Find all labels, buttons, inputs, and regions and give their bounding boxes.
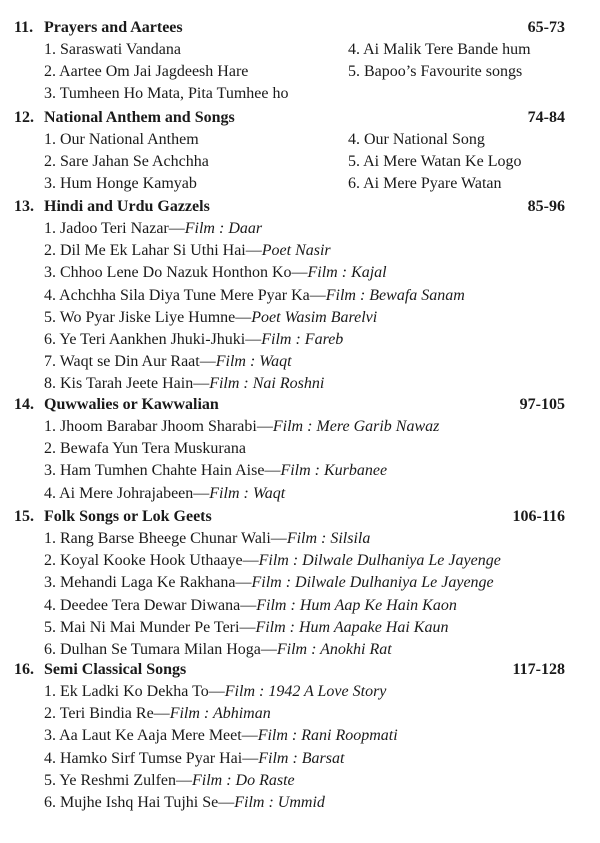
entry-title: 4. Achchha Sila Diya Tune Mere Pyar Ka— [44,286,326,304]
entry-title: 1. Our National Anthem [44,131,199,148]
entry-source: Film : Mere Garib Nawaz [272,418,440,435]
section-page-range: 106-116 [512,508,565,525]
toc-entry [44,307,377,329]
entry-source: Poet Nasir [261,242,331,260]
entry-source: Film : Waqt [215,353,292,371]
entry-title: 2. Sare Jahan Se Achchha [44,153,209,171]
entry-title: 5. Wo Pyar Jiske Liye Humne— [44,308,252,326]
entry-source: Film : Dilwale Dulhaniya Le Jayenge [258,552,501,570]
entry-source: Film : Daar [184,220,263,237]
entry-source: Film : Rani Roopmati [257,727,398,745]
entry-title: 6. Mujhe Ishq Hai Tujhi Se— [44,794,235,811]
toc-entry [44,351,292,373]
section-heading [0,196,600,218]
entry-source: Film : Abhiman [169,705,271,723]
entry-title: 2. Koyal Kooke Hook Uthaaye— [44,552,259,570]
toc-entry [44,770,295,792]
section-title: Prayers and Aartees [44,19,183,36]
section-title: Hindi and Urdu Gazzels [44,198,210,215]
toc-entry [44,703,271,725]
entry-title: 1. Saraswati Vandana [44,41,181,58]
entry-source: Film : Dilwale Dulhaniya Le Jayenge [251,574,494,592]
section-page-range: 65-73 [527,19,565,36]
toc-entry [44,218,262,240]
section-number: 11. [14,19,34,36]
toc-entry [44,416,439,438]
toc-entry [44,617,448,639]
section-number: 12. [14,109,34,126]
toc-entry [44,173,197,195]
toc-entry [44,550,501,572]
entry-title: 4. Hamko Sirf Tumse Pyar Hai— [44,749,259,767]
entry-title: 5. Mai Ni Mai Munder Pe Teri— [44,618,256,636]
entry-title: 8. Kis Tarah Jeete Hain— [44,375,210,393]
toc-entry [44,595,457,617]
toc-entry [44,748,344,770]
entry-source: Poet Wasim Barelvi [251,308,378,326]
toc-entry [348,39,531,61]
entry-source: Film : Ummid [234,794,325,811]
toc-entry [44,460,387,482]
entry-title: 4. Deedee Tera Dewar Diwana— [44,596,257,614]
toc-entry [44,61,248,83]
entry-title: 3. Hum Honge Kamyab [44,175,197,193]
entry-title: 5. Ai Mere Watan Ke Logo [348,153,522,171]
entry-source: Film : Hum Aapake Hai Kaun [255,618,449,636]
section-title: National Anthem and Songs [44,109,235,126]
toc-entry [44,725,398,747]
entry-title: 3. Ham Tumhen Chahte Hain Aise— [44,462,281,480]
section-heading [0,107,600,129]
entry-source: Film : Barsat [258,749,345,767]
toc-entry [44,39,181,61]
entry-source: Film : Do Raste [192,771,295,789]
entry-title: 6. Ai Mere Pyare Watan [348,175,502,193]
entry-title: 2. Aartee Om Jai Jagdeesh Hare [44,63,249,81]
toc-entry [44,639,392,661]
toc-entry [44,681,386,703]
entry-title: 2. Bewafa Yun Tera Muskurana [44,440,246,458]
entry-title: 6. Ye Teri Aankhen Jhuki-Jhuki— [44,331,262,348]
entry-source: Film : Silsila [286,530,371,547]
toc-entry [44,373,324,395]
entry-source: Film : 1942 A Love Story [224,683,387,700]
entry-source: Film : Kurbanee [280,462,388,480]
entry-source: Film : Anokhi Rat [276,641,392,658]
entry-title: 5. Ye Reshmi Zulfen— [44,771,192,789]
section-number: 16. [14,661,34,678]
toc-entry [44,285,465,307]
entry-source: Film : Fareb [261,331,344,348]
section-heading [0,659,600,681]
entry-title: 4. Ai Mere Johrajabeen— [44,484,210,502]
section-heading [0,394,600,416]
entry-title: 1. Ek Ladki Ko Dekha To— [44,683,225,700]
section-page-range: 74-84 [527,109,565,126]
toc-entry [44,240,331,262]
toc-entry [44,528,370,550]
entry-title: 5. Bapoo’s Favourite songs [348,63,523,81]
section-heading [0,506,600,528]
entry-title: 3. Chhoo Lene Do Nazuk Honthon Ko— [44,264,308,282]
toc-entry [44,438,246,460]
entry-source: Film : Hum Aap Ke Hain Kaon [256,596,457,614]
entry-source: Film : Bewafa Sanam [325,286,465,304]
entry-title: 1. Rang Barse Bheege Chunar Wali— [44,530,287,547]
section-heading [0,17,600,39]
entry-title: 4. Ai Malik Tere Bande hum [348,41,531,58]
section-title: Semi Classical Songs [44,661,187,678]
section-title: Quwwalies or Kawwalian [44,396,219,413]
section-page-range: 97-105 [519,396,565,413]
toc-entry [44,151,209,173]
entry-source: Film : Kajal [307,264,387,282]
entry-title: 3. Tumheen Ho Mata, Pita Tumhee ho [44,85,289,103]
toc-entry [348,151,521,173]
entry-source: Film : Waqt [209,484,286,502]
section-number: 14. [14,396,34,413]
section-page-range: 117-128 [512,661,565,678]
entry-title: 7. Waqt se Din Aur Raat— [44,353,216,371]
section-page-range: 85-96 [527,198,565,215]
toc-entry [44,262,387,284]
section-title: Folk Songs or Lok Geets [44,508,212,525]
section-number: 13. [14,198,34,215]
entry-title: 1. Jhoom Barabar Jhoom Sharabi— [44,418,273,435]
entry-title: 2. Dil Me Ek Lahar Si Uthi Hai— [44,242,262,260]
toc-entry [44,329,343,351]
entry-title: 4. Our National Song [348,131,485,148]
toc-entry [44,572,494,594]
entry-title: 3. Aa Laut Ke Aaja Mere Meet— [44,727,258,745]
toc-entry [44,129,199,151]
toc-entry [44,792,325,814]
entry-title: 6. Dulhan Se Tumara Milan Hoga— [44,641,277,658]
section-number: 15. [14,508,34,525]
toc-entry [44,483,285,505]
toc-entry [44,83,288,105]
entry-title: 1. Jadoo Teri Nazar— [44,220,185,237]
toc-entry [348,173,501,195]
entry-title: 2. Teri Bindia Re— [44,705,170,723]
toc-entry [348,61,522,83]
entry-source: Film : Nai Roshni [209,375,325,393]
toc-entry [348,129,485,151]
entry-title: 3. Mehandi Laga Ke Rakhana— [44,574,252,592]
